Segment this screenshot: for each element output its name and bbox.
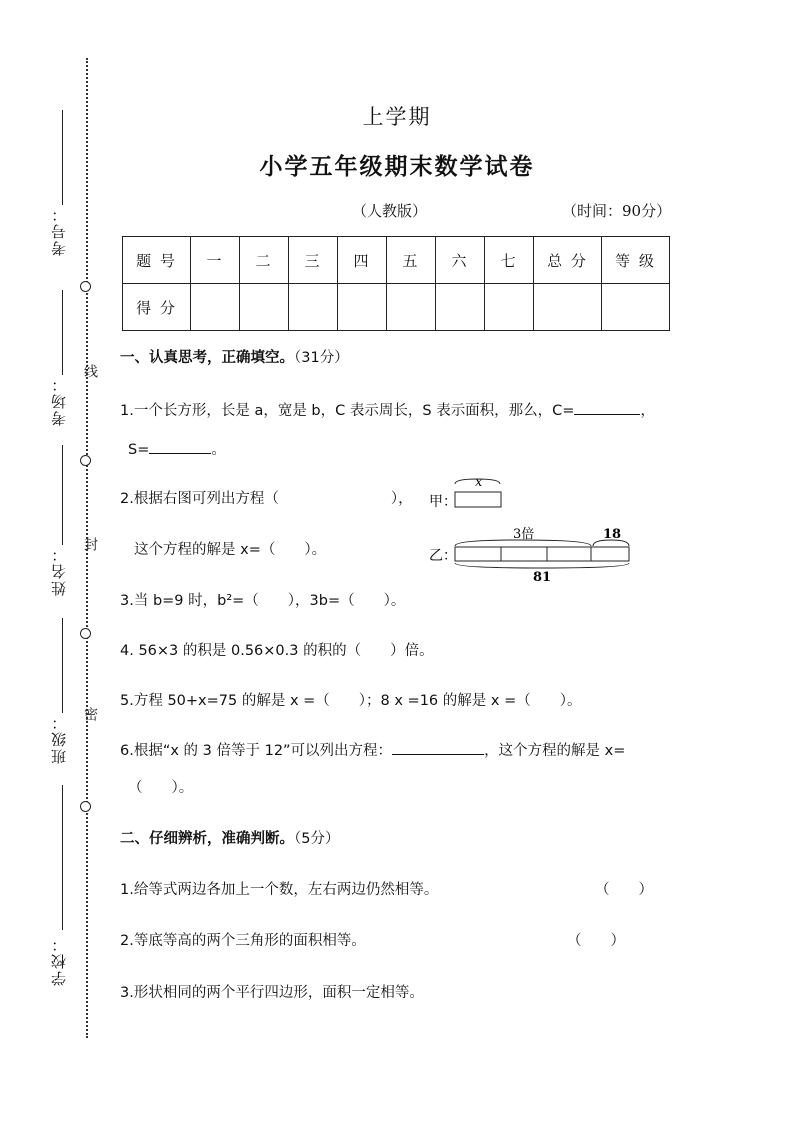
question-text: 1.一个长方形，长是 a，宽是 b，C 表示周长，S 表示面积，那么，C= [120,403,575,419]
table-header-cell: 总 分 [534,237,602,284]
question-2a [120,487,413,508]
jia-bar [455,492,501,507]
exam-number-label: 考号： [50,205,68,256]
exam-title: 小学五年级期末数学试卷 [259,154,535,180]
question-text: S= [128,442,150,458]
segment-diagram [425,474,640,586]
seal-char: 封 [82,537,98,551]
table-header-cell: 题 号 [123,237,191,284]
question-2b: 这个方程的解是 x=（ ）。 [134,542,327,558]
judge-answer-paren[interactable]: （ ） [567,933,625,949]
margin-blank-line [62,618,63,713]
answer-blank[interactable] [392,740,484,755]
yi-bar [455,547,629,561]
question-6a [120,739,625,760]
section2-heading [120,827,339,848]
table-header-cell: 六 [436,237,485,284]
score-cell[interactable] [602,284,670,331]
section1-title: 一、认真思考，正确填空。 [120,350,294,366]
time-label: （时间：90分） [562,202,672,220]
score-cell[interactable] [289,284,338,331]
class-label: 班级： [50,713,68,764]
margin-blank-line [62,290,63,375]
question-6b: （ ）。 [128,780,194,796]
binding-hole-icon [80,628,91,639]
score-cell[interactable] [191,284,240,331]
table-header-cell: 三 [289,237,338,284]
yi-label: 乙： [429,548,457,564]
section2-title: 二、仔细辨析，准确判断。 [120,831,294,847]
binding-hole-icon [80,801,91,812]
exam-room-label: 考场： [50,375,68,426]
question-text: ）， [390,491,413,507]
score-cell[interactable] [436,284,485,331]
question-text: ，这个方程的解是 x= [484,743,626,759]
section2-points: （5分） [294,831,340,847]
score-cell[interactable] [534,284,602,331]
question-text: 2.根据右图可列出方程（ [120,491,279,507]
times-label: 3倍 [513,527,535,542]
table-header-cell: 五 [387,237,436,284]
score-table [122,236,670,331]
table-row-label: 得 分 [123,284,191,331]
binding-hole-icon [80,281,91,292]
semester-title: 上学期 [362,105,432,129]
judge-question-3: 3.形状相同的两个平行四边形，面积一定相等。 [120,985,424,1001]
x-label: x [475,475,483,490]
margin-blank-line [62,785,63,930]
seal-char: 线 [82,364,98,378]
score-cell[interactable] [485,284,534,331]
answer-blank[interactable] [574,400,640,415]
table-header-cell: 一 [191,237,240,284]
score-cell[interactable] [240,284,289,331]
school-label: 学校： [50,935,68,986]
question-text: 6.根据“x 的 3 倍等于 12”可以列出方程： [120,743,393,759]
answer-blank[interactable] [149,439,211,454]
table-header-cell: 等 级 [602,237,670,284]
total-brace [455,563,629,568]
edition-label: （人教版） [352,202,428,220]
seal-char: 密 [82,707,98,721]
table-row [123,237,670,284]
name-label: 姓名： [50,545,68,596]
section1-points: （31分） [294,350,349,366]
judge-question-2: 2.等底等高的两个三角形的面积相等。 [120,933,366,949]
score-cell[interactable] [338,284,387,331]
table-header-cell: 二 [240,237,289,284]
question-5: 5.方程 50+x=75 的解是 x =（ ）；8 x =16 的解是 x =（ ）。 [120,693,582,709]
table-row [123,284,670,331]
judge-question-1: 1.给等式两边各加上一个数，左右两边仍然相等。 [120,882,439,898]
total-label: 81 [533,570,552,585]
question-4: 4. 56×3 的积是 0.56×0.3 的积的（ ）倍。 [120,643,434,659]
question-3: 3.当 b=9 时，b²=（ ），3b=（ ）。 [120,593,406,609]
table-header-cell: 七 [485,237,534,284]
question-1b [128,438,226,459]
question-text: 。 [211,442,226,458]
judge-answer-paren[interactable]: （ ） [595,882,653,898]
section1-heading [120,346,349,367]
margin-blank-line [62,445,63,545]
table-header-cell: 四 [338,237,387,284]
question-1a: 1.一个长方形，长是 a，宽是 b，C 表示周长，S 表示面积，那么，C= ， [120,399,655,420]
jia-label: 甲： [429,494,457,510]
binding-hole-icon [80,455,91,466]
extra-label: 18 [603,527,622,542]
score-cell[interactable] [387,284,436,331]
